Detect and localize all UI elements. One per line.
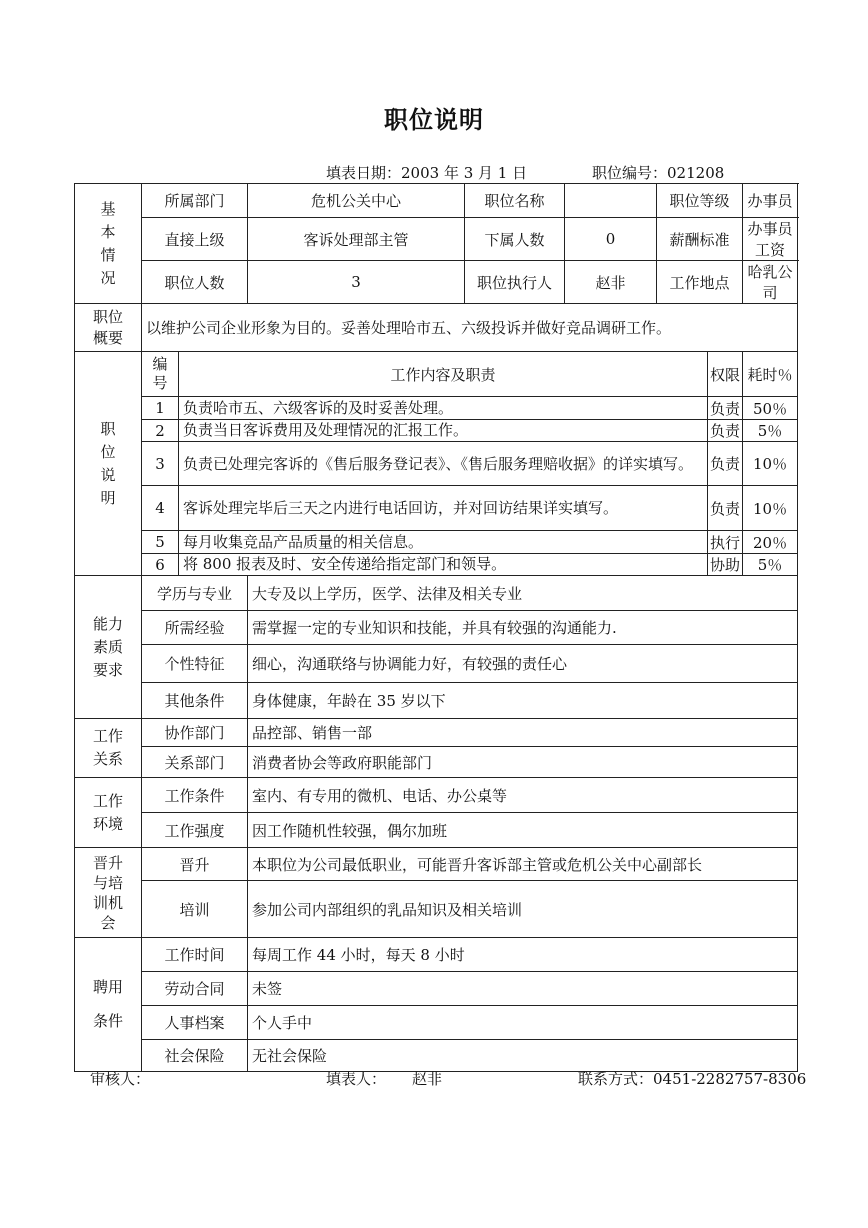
relation-row: [75, 747, 798, 778]
employment-row: [75, 1040, 798, 1072]
duty-row: [75, 420, 798, 442]
employment-label: 劳动合同: [142, 972, 248, 1006]
basic-row-2: [75, 218, 798, 261]
duties-header-row: [75, 352, 798, 397]
section-promotion: 晋升 与培 训机 会: [75, 848, 142, 938]
basic-label: 职位名称: [465, 184, 565, 218]
employment-value: 个人手中: [248, 1006, 798, 1040]
basic-value: 3: [248, 261, 465, 304]
duty-content: 负责已处理完客诉的《售后服务登记表》、《售后服务理赔收据》的详实填写。: [179, 442, 708, 486]
basic-label: 薪酬标准: [657, 218, 743, 261]
ability-value: 需掌握一定的专业知识和技能，并具有较强的沟通能力.: [248, 611, 798, 645]
basic-row-3: [75, 261, 798, 304]
employment-value: 无社会保险: [248, 1040, 798, 1072]
basic-row-1: [75, 184, 798, 218]
duty-authority: 负责: [708, 397, 743, 420]
ability-label: 其他条件: [142, 683, 248, 719]
section-environment: 工作 环境: [75, 778, 142, 848]
employment-row: [75, 1006, 798, 1040]
section-employment: 聘用 条件: [75, 938, 142, 1072]
contact-value: 0451-2282757-8306: [653, 1070, 807, 1088]
page-title: 职位说明: [384, 105, 484, 134]
employment-value: 每周工作 44 小时，每天 8 小时: [248, 938, 798, 972]
basic-label: 所属部门: [142, 184, 248, 218]
ability-row: [75, 576, 798, 611]
duty-authority: 协助: [708, 554, 743, 576]
basic-value: 哈乳公司: [743, 261, 798, 304]
basic-label: 职位人数: [142, 261, 248, 304]
promotion-value: 本职位为公司最低职业，可能晋升客诉部主管或危机公关中心副部长: [248, 848, 798, 881]
duty-authority: 负责: [708, 420, 743, 442]
duty-authority: 执行: [708, 531, 743, 554]
reviewer-label: 审核人：: [90, 1070, 151, 1088]
position-code-value: 021208: [667, 164, 725, 182]
ability-row: [75, 683, 798, 719]
basic-value: 办事员: [743, 184, 798, 218]
position-code-label: 职位编号：: [592, 164, 668, 182]
environment-value: 室内、有专用的微机、电话、办公桌等: [248, 778, 798, 813]
position-code: [592, 162, 724, 183]
environment-row: [75, 778, 798, 813]
basic-value: 客诉处理部主管: [248, 218, 465, 261]
relation-value: 消费者协会等政府职能部门: [248, 747, 798, 778]
duty-row: [75, 442, 798, 486]
duty-time-header: 耗时％: [743, 352, 798, 397]
basic-value: 赵非: [565, 261, 657, 304]
duty-time: 10％: [743, 486, 798, 531]
fill-date-value: 2003 年 3 月 1 日: [401, 164, 528, 182]
filler: [326, 1068, 442, 1089]
basic-value: 0: [565, 218, 657, 261]
duty-row: [75, 554, 798, 576]
employment-row: [75, 938, 798, 972]
section-basic: 基 本 情 况: [75, 184, 142, 304]
duty-time: 50％: [743, 397, 798, 420]
duty-row: [75, 531, 798, 554]
duty-no: 1: [142, 397, 179, 420]
employment-label: 社会保险: [142, 1040, 248, 1072]
duty-time: 20％: [743, 531, 798, 554]
duty-content: 负责当日客诉费用及处理情况的汇报工作。: [179, 420, 708, 442]
ability-row: [75, 645, 798, 683]
environment-row: [75, 813, 798, 848]
ability-label: 学历与专业: [142, 576, 248, 611]
section-relation: 工作 关系: [75, 719, 142, 778]
promotion-row: [75, 848, 798, 881]
duty-no: 2: [142, 420, 179, 442]
job-description-table: [74, 183, 798, 1072]
section-ability: 能力 素质 要求: [75, 576, 142, 719]
filler-value: 赵非: [412, 1070, 443, 1088]
ability-label: 所需经验: [142, 611, 248, 645]
employment-label: 人事档案: [142, 1006, 248, 1040]
overview-row: [75, 304, 798, 352]
duty-no-header: 编 号: [142, 352, 179, 397]
contact-label: 联系方式：: [578, 1070, 654, 1088]
relation-value: 品控部、销售一部: [248, 719, 798, 747]
basic-value: 办事员工资: [743, 218, 798, 261]
basic-label: 职位执行人: [465, 261, 565, 304]
duty-content: 每月收集竞品产品质量的相关信息。: [179, 531, 708, 554]
ability-value: 细心，沟通联络与协调能力好，有较强的责任心: [248, 645, 798, 683]
contact: [578, 1068, 806, 1089]
duty-no: 5: [142, 531, 179, 554]
basic-label: 直接上级: [142, 218, 248, 261]
employment-value: 未签: [248, 972, 798, 1006]
employment-label: 工作时间: [142, 938, 248, 972]
duty-authority-header: 权限: [708, 352, 743, 397]
section-duties: 职 位 说 明: [75, 352, 142, 576]
duty-no: 3: [142, 442, 179, 486]
ability-label: 个性特征: [142, 645, 248, 683]
promotion-value: 参加公司内部组织的乳品知识及相关培训: [248, 881, 798, 938]
duty-content: 将 800 报表及时、安全传递给指定部门和领导。: [179, 554, 708, 576]
basic-label: 工作地点: [657, 261, 743, 304]
basic-label: 下属人数: [465, 218, 565, 261]
promotion-label: 晋升: [142, 848, 248, 881]
promotion-row: [75, 881, 798, 938]
environment-label: 工作条件: [142, 778, 248, 813]
duty-authority: 负责: [708, 486, 743, 531]
basic-value: 危机公关中心: [248, 184, 465, 218]
relation-label: 关系部门: [142, 747, 248, 778]
section-overview: 职位 概要: [75, 304, 142, 352]
basic-label: 职位等级: [657, 184, 743, 218]
duty-authority: 负责: [708, 442, 743, 486]
fill-date: [326, 162, 527, 183]
duty-row: [75, 486, 798, 531]
ability-value: 身体健康，年龄在 35 岁以下: [248, 683, 798, 719]
duty-content: 负责哈市五、六级客诉的及时妥善处理。: [179, 397, 708, 420]
duty-time: 5％: [743, 554, 798, 576]
basic-value: [565, 184, 657, 218]
environment-label: 工作强度: [142, 813, 248, 848]
ability-value: 大专及以上学历，医学、法律及相关专业: [248, 576, 798, 611]
duty-row: [75, 397, 798, 420]
duty-time: 10％: [743, 442, 798, 486]
duty-no: 6: [142, 554, 179, 576]
duty-time: 5％: [743, 420, 798, 442]
employment-row: [75, 972, 798, 1006]
fill-date-label: 填表日期：: [326, 164, 402, 182]
duty-content: 客诉处理完毕后三天之内进行电话回访，并对回访结果详实填写。: [179, 486, 708, 531]
filler-label: 填表人：: [326, 1070, 387, 1088]
overview-text: 以维护公司企业形象为目的。妥善处理哈市五、六级投诉并做好竞品调研工作。: [142, 304, 798, 352]
relation-row: [75, 719, 798, 747]
environment-value: 因工作随机性较强，偶尔加班: [248, 813, 798, 848]
duty-no: 4: [142, 486, 179, 531]
promotion-label: 培训: [142, 881, 248, 938]
duty-content-header: 工作内容及职责: [179, 352, 708, 397]
ability-row: [75, 611, 798, 645]
relation-label: 协作部门: [142, 719, 248, 747]
